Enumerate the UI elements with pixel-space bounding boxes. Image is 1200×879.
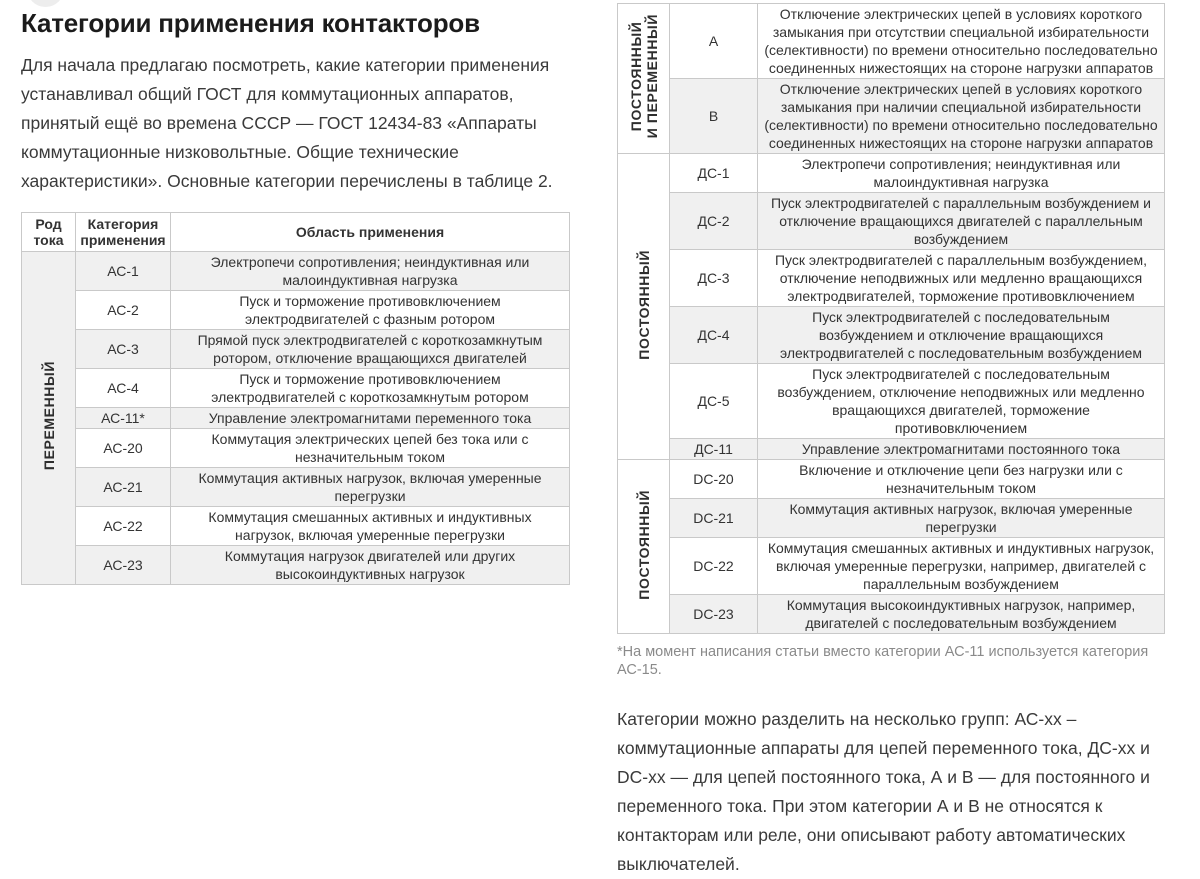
category-desc-cell: Коммутация высокоиндуктивных нагрузок, например, двигателей с последовательным возбуждением (758, 595, 1165, 634)
category-desc-cell: Отключение электрических цепей в условиях короткого замыкания при отсутствии специальной избирательности (селективности) по времени относительно последовательно соединенных нижестоящих на стороне нагрузки аппаратов (758, 4, 1165, 79)
category-desc-cell: Отключение электрических цепей в условиях короткого замыкания при наличии специальной избирательности (селективности) по времени относительно последовательно соединенных нижестоящих на стороне нагрузки аппаратов (758, 79, 1165, 154)
category-desc-cell: Коммутация смешанных активных и индуктивных нагрузок, включая умеренные перегрузки (171, 507, 570, 546)
table-row (22, 291, 570, 330)
category-desc-cell: Коммутация нагрузок двигателей или других высокоиндуктивных нагрузок (171, 546, 570, 585)
category-code-cell: DC-20 (670, 460, 758, 499)
category-code-cell: DC-22 (670, 538, 758, 595)
category-code-cell: АС-22 (76, 507, 171, 546)
group-label-postoyanny-ds: ПОСТОЯННЫЙ (635, 249, 652, 360)
table-row (22, 330, 570, 369)
group-label-peremenny: ПЕРЕМЕННЫЙ (40, 361, 57, 471)
table-row (22, 369, 570, 408)
table-row (618, 4, 1165, 79)
category-desc-cell: Управление электромагнитами постоянного тока (758, 439, 1165, 460)
category-desc-cell: Включение и отключение цепи без нагрузки или с незначительным током (758, 460, 1165, 499)
category-desc-cell: Пуск электродвигателей с последовательным возбуждением, отключение неподвижных или медленно вращающихся двигателей, торможение противовключением (758, 364, 1165, 439)
category-code-cell: ДС-1 (670, 154, 758, 193)
table-row (22, 546, 570, 585)
category-desc-cell: Пуск электродвигателей с параллельным возбуждением, отключение неподвижных или медленно вращающихся электродвигателей, торможение противовключением (758, 250, 1165, 307)
category-code-cell: АС-20 (76, 429, 171, 468)
category-desc-cell: Прямой пуск электродвигателей с короткозамкнутым ротором, отключение вращающихся двигателей (171, 330, 570, 369)
category-code-cell: АС-23 (76, 546, 171, 585)
category-code-cell: АС-4 (76, 369, 171, 408)
intro-paragraph: Для начала предлагаю посмотреть, какие категории применения устанавливал общий ГОСТ для коммутационных аппаратов, принятый ещё во времена СССР — ГОСТ 12434-83 «Аппараты коммутационные низковольтные. Общие технические характеристики». Основные категории перечислены в таблице 2. (21, 55, 553, 191)
table-row (618, 79, 1165, 154)
table-row (618, 439, 1165, 460)
table-row (618, 154, 1165, 193)
header-category: Категория применения (76, 213, 171, 252)
cropped-avatar-circle (27, 0, 64, 7)
header-current-kind: Род тока (22, 213, 76, 252)
category-code-cell: А (670, 4, 758, 79)
table-row (22, 468, 570, 507)
group-cell-ac (22, 252, 76, 585)
left-column (21, 8, 569, 585)
category-desc-cell: Коммутация активных нагрузок, включая умеренные перегрузки (171, 468, 570, 507)
table-row (618, 364, 1165, 439)
page-title: Категории применения контакторов (21, 8, 480, 38)
table-row (22, 408, 570, 429)
category-desc-cell: Пуск и торможение противовключением электродвигателей с фазным ротором (171, 291, 570, 330)
category-desc-cell: Электропечи сопротивления; неиндуктивная или малоиндуктивная нагрузка (758, 154, 1165, 193)
category-desc-cell: Пуск и торможение противовключением электродвигателей с короткозамкнутым ротором (171, 369, 570, 408)
category-desc-cell: Коммутация смешанных активных и индуктивных нагрузок, включая умеренные перегрузки, например, двигателей с параллельным возбуждением (758, 538, 1165, 595)
category-desc-cell: Управление электромагнитами переменного тока (171, 408, 570, 429)
group-cell-ds (618, 154, 670, 460)
category-code-cell: ДС-3 (670, 250, 758, 307)
category-desc-cell: Коммутация активных нагрузок, включая умеренные перегрузки (758, 499, 1165, 538)
group-label-postoyanny-i-peremenny: ПОСТОЯННЫЙ И ПЕРЕМЕННЫЙ (627, 14, 660, 139)
table-row (618, 460, 1165, 499)
category-code-cell: DC-23 (670, 595, 758, 634)
category-code-cell: АС-21 (76, 468, 171, 507)
category-code-cell: DC-21 (670, 499, 758, 538)
table-row (618, 307, 1165, 364)
category-code-cell: АС-11* (76, 408, 171, 429)
category-desc-cell: Электропечи сопротивления; неиндуктивная или малоиндуктивная нагрузка (171, 252, 570, 291)
category-code-cell: АС-2 (76, 291, 171, 330)
group-label-postoyanny-dc: ПОСТОЯННЫЙ (635, 489, 652, 600)
category-desc-cell: Пуск электродвигателей с параллельным возбуждением и отключение вращающихся двигателей с параллельным возбуждением (758, 193, 1165, 250)
right-column (617, 3, 1192, 879)
category-code-cell: ДС-5 (670, 364, 758, 439)
category-desc-cell: Коммутация электрических цепей без тока или с незначительным током (171, 429, 570, 468)
table-row (22, 429, 570, 468)
category-code-cell: АС-1 (76, 252, 171, 291)
table-header-row (22, 213, 570, 252)
header-application-area: Область применения (171, 213, 570, 252)
categories-table-ac (21, 212, 570, 585)
category-desc-cell: Пуск электродвигателей с последовательным возбуждением и отключение вращающихся электродвигателей с последовательным возбуждением (758, 307, 1165, 364)
footnote: *На момент написания статьи вместо категории АС-11 используется категория АС-15. (617, 644, 1149, 678)
table-row (618, 193, 1165, 250)
categories-table-dc (617, 3, 1165, 634)
table-row (22, 252, 570, 291)
category-code-cell: ДС-11 (670, 439, 758, 460)
category-code-cell: ДС-2 (670, 193, 758, 250)
table-row (22, 507, 570, 546)
category-code-cell: АС-3 (76, 330, 171, 369)
category-code-cell: ДС-4 (670, 307, 758, 364)
group-cell-dc (618, 460, 670, 634)
group-cell-ac-dc (618, 4, 670, 154)
table-row (618, 250, 1165, 307)
table-row (618, 538, 1165, 595)
table-row (618, 499, 1165, 538)
outro-paragraph: Категории можно разделить на несколько групп: АС-хх – коммутационные аппараты для цепей переменного тока, ДС-хх и DC-хх — для цепей постоянного тока, А и В — для постоянного и переменного тока. При этом категории А и В не относятся к контакторам или реле, они описывают работу автоматических выключателей. (617, 709, 1150, 874)
category-code-cell: В (670, 79, 758, 154)
table-row (618, 595, 1165, 634)
